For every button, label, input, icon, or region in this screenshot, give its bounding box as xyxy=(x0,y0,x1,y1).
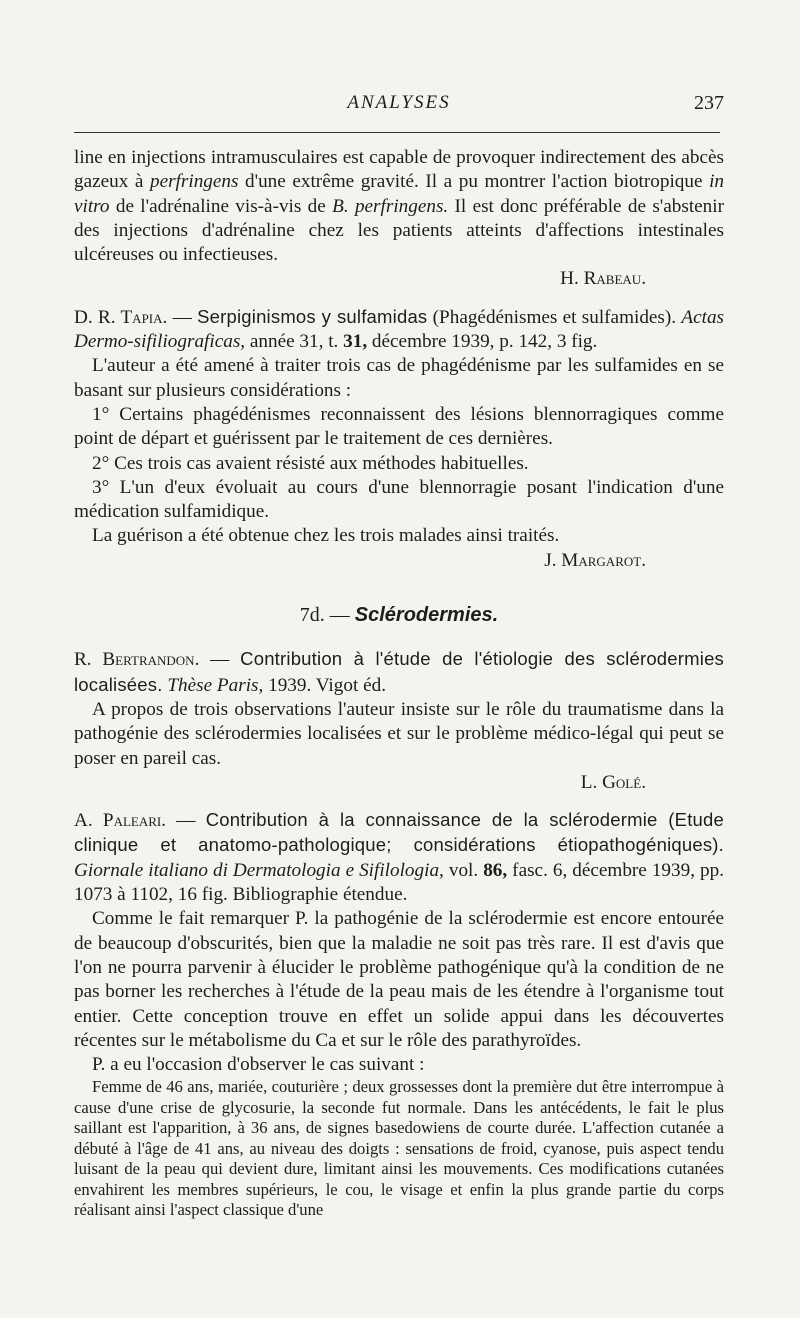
paragraph: La guérison a été obtenue chez les trois malades ainsi traités. xyxy=(92,525,560,547)
article-title: Contribution à l'étude de l'étiologie des sclérodermies localisées. xyxy=(74,648,725,695)
signature-margarot: J. Margarot. xyxy=(544,549,646,571)
section-heading: 7d. — Sclérodermies. xyxy=(299,604,499,627)
page-header xyxy=(74,92,724,122)
paragraph-continued: line en injections intramusculaires est capable de provoquer indirectement des abcès gazeux à perfringens d'une extrême gravité. Il a pu montrer l'action biotropique in vitro de l'adrénaline vis-à-vis de B. perfringens. Il est donc préférable de s'abstenir des injections d'adrénaline chez les patients atteints d'affections intestinales ulcéreuses ou infectieuses. xyxy=(74,147,724,266)
page-body xyxy=(74,146,724,1221)
case-paragraph: Femme de 46 ans, mariée, couturière ; deux grossesses dont la première dut être interrompue à cause d'une crise de glycosurie, la seconde fut normale. Dans les antécédents, le fait le plus saillant est l'apparition, à 36 ans, de signes basedowiens de courte durée. L'affection cutanée a débuté à l'âge de 41 ans, au niveau des doigts : sensations de froid, cyanose, puis aspect tendu luisant de la peau qui devient dure, limitant ainsi les mouvements. Ces modifications cutanées envahirent les membres supérieurs, le cou, le visage et enfin la plus grande partie du corps réalisant ainsi l'aspect classique d'une xyxy=(74,1077,724,1220)
running-title: ANALYSES xyxy=(347,92,451,113)
author: D. R. Tapia. xyxy=(74,306,168,328)
paragraph: 2° Ces trois cas avaient résisté aux méthodes habituelles. xyxy=(92,452,529,474)
journal-name: Giornale italiano di Dermatologia e Sifilologia, xyxy=(74,859,444,881)
signature-gole: L. Golé. xyxy=(580,771,646,793)
journal-name: Thèse Paris, xyxy=(167,674,264,696)
article-title: Serpiginismos y sulfamidas xyxy=(197,305,428,327)
author: A. Paleari. xyxy=(74,810,167,832)
abstract-header-tapia: D. R. Tapia. — Serpiginismos y sulfamidas (Phagédénismes et sulfamides). Actas Dermo-sifiliograficas, année 31, t. 31, décembre 1939, p. 142, 3 fig. xyxy=(74,305,725,353)
header-rule xyxy=(74,132,720,133)
paragraph: 3° L'un d'eux évoluait au cours d'une blennorragie posant l'indication d'une médication sulfamidique. xyxy=(74,476,724,523)
author: R. Bertrandon. xyxy=(74,649,200,671)
paragraph: L'auteur a été amené à traiter trois cas de phagédénisme par les sulfamides en se basant sur plusieurs considérations : xyxy=(74,355,724,401)
paragraph: A propos de trois observations l'auteur insiste sur le rôle du traumatisme dans la pathogénie des sclérodermies localisées et sur le problème médico-légal qui peut se poser en pareil cas. xyxy=(74,698,724,769)
abstract-header-paleari: A. Paleari. — Contribution à la connaissance de la sclérodermie (Etude clinique et anatomo-pathologique; considérations étiopathogéniques). Giornale italiano di Dermatologia e Sifilologia, vol. 86, fasc. 6, décembre 1939, pp. 1073 à 1102, 16 fig. Bibliographie étendue. xyxy=(74,809,725,906)
signature-rabeau: H. Rabeau. xyxy=(560,268,646,290)
paragraph: 1° Certains phagédénismes reconnaissent des lésions blennorragiques comme point de départ et guérissent par le traitement de ces dernières. xyxy=(74,403,724,450)
page-number: 237 xyxy=(694,92,724,114)
section-title: Sclérodermies. xyxy=(354,604,499,627)
paragraph: Comme le fait remarquer P. la pathogénie de la sclérodermie est encore entourée de beaucoup d'obscurités, bien que la maladie ne soit pas très rare. Il est d'avis que l'on ne pourra parvenir à élucider le problème pathogénique qu'à la condition de ne pas borner les recherches à l'étude de la peau mais de les étendre à l'organisme tout entier. Cette conception trouve en effet un solide appui dans les découvertes récentes sur le métabolisme du Ca et sur le rôle des parathyroïdes. xyxy=(74,908,724,1051)
abstract-header-bertrandon: R. Bertrandon. — Contribution à l'étude de l'étiologie des sclérodermies localisées. Thèse Paris, 1939. Vigot éd. xyxy=(74,648,725,696)
journal-name: Actas Dermo-sifiliograficas, xyxy=(74,306,725,353)
case-report xyxy=(74,1077,724,1221)
paragraph: P. a eu l'occasion d'observer le cas suivant : xyxy=(92,1054,425,1076)
article-title: Contribution à la connaissance de la sclérodermie (Etude clinique et anatomo-pathologique; considérations étiopathogéniques). xyxy=(74,809,725,856)
